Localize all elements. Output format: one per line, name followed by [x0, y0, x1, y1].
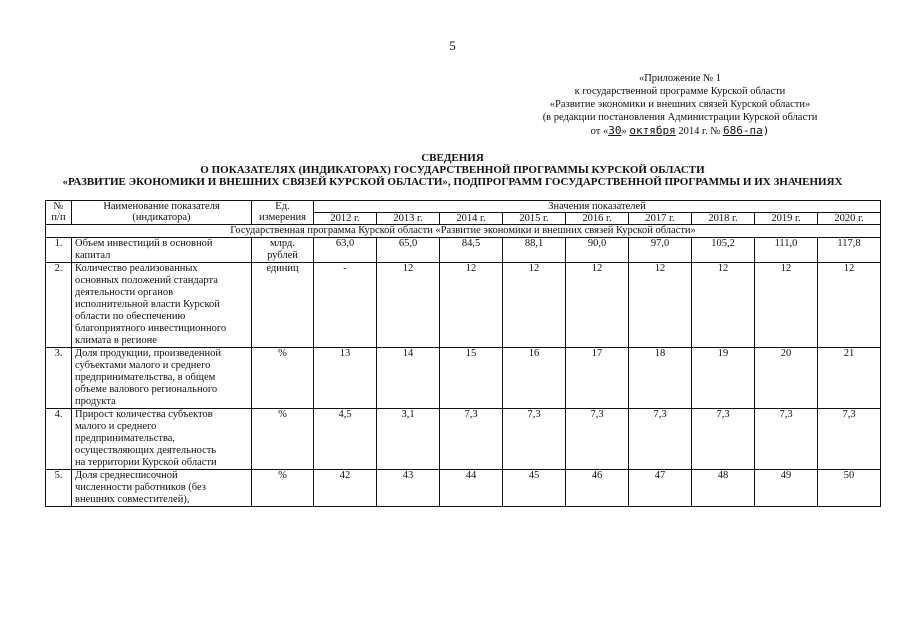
resolution-number: 686-па — [722, 124, 763, 137]
indicator-name — [72, 348, 252, 409]
annex-line-2: к государственной программе Курской области — [574, 86, 786, 97]
value-cell: 19 — [692, 348, 755, 409]
year-header: 2018 г. — [692, 213, 755, 225]
heading-line-1: СВЕДЕНИЯ — [421, 152, 484, 164]
indicator-name-line: численности работников (без — [75, 482, 206, 493]
indicator-name-line: осуществляющих деятельность — [75, 445, 217, 456]
indicator-name-line: Количество реализованных — [75, 263, 198, 274]
indicator-name-line: климата в регионе — [75, 335, 157, 346]
indicator-name-line: продукта — [75, 396, 116, 407]
unit-cell — [252, 470, 314, 507]
date-month: октября — [629, 124, 676, 137]
value-cell: 12 — [629, 263, 692, 348]
value-cell: 84,5 — [440, 238, 503, 263]
value-cell: 7,3 — [755, 409, 818, 470]
indicator-name-line: капитал — [75, 250, 111, 261]
row-number: 1. — [46, 238, 72, 263]
indicator-name — [72, 263, 252, 348]
table-body — [46, 225, 881, 507]
unit-cell — [252, 348, 314, 409]
indicator-name-line: внешних совместителей), — [75, 494, 190, 505]
value-cell: 12 — [440, 263, 503, 348]
value-cell: 7,3 — [503, 409, 566, 470]
value-cell: 48 — [692, 470, 755, 507]
annex-block — [520, 72, 840, 138]
value-cell: 7,3 — [629, 409, 692, 470]
value-cell: 47 — [629, 470, 692, 507]
row-number: 4. — [46, 409, 72, 470]
year-header: 2019 г. — [755, 213, 818, 225]
value-cell: 44 — [440, 470, 503, 507]
value-cell: 12 — [566, 263, 629, 348]
value-cell: 65,0 — [377, 238, 440, 263]
indicator-name-line: предпринимательства, — [75, 433, 176, 444]
unit-line: % — [278, 348, 287, 359]
date-close: ) — [762, 124, 770, 137]
date-prefix: от « — [590, 126, 609, 137]
table-row — [46, 238, 881, 263]
header-row-1 — [46, 201, 881, 213]
value-cell: 16 — [503, 348, 566, 409]
annex-line-1: «Приложение № 1 — [638, 73, 722, 84]
indicator-name-line: предпринимательства, в общем — [75, 372, 216, 383]
value-cell: 7,3 — [440, 409, 503, 470]
value-cell: 17 — [566, 348, 629, 409]
heading-line-3: «РАЗВИТИЕ ЭКОНОМИКИ И ВНЕШНИХ СВЯЗЕЙ КУРСКОЙ ОБЛАСТИ», ПОДПРОГРАММ ГОСУДАРСТВЕННОЙ ПРОГРАММЫ И ИХ ЗНАЧЕНИЯХ — [62, 176, 843, 188]
unit-cell — [252, 238, 314, 263]
indicator-name-line: малого и среднего — [75, 421, 157, 432]
value-cell: 45 — [503, 470, 566, 507]
col-unit-line-2: измерения — [259, 212, 306, 223]
col-name-line-1: Наименование показателя — [103, 201, 220, 212]
value-cell: 105,2 — [692, 238, 755, 263]
unit-line: % — [278, 470, 287, 481]
value-cell: 18 — [629, 348, 692, 409]
value-cell: 12 — [377, 263, 440, 348]
indicator-name-line: Доля среднесписочной — [75, 470, 178, 481]
value-cell: 111,0 — [755, 238, 818, 263]
value-cell: 12 — [818, 263, 881, 348]
value-cell: 13 — [314, 348, 377, 409]
value-cell: 12 — [692, 263, 755, 348]
col-unit-line-1: Ед. — [275, 201, 290, 212]
table-row — [46, 263, 881, 348]
value-cell: 46 — [566, 470, 629, 507]
year-header: 2020 г. — [818, 213, 881, 225]
date-day: 30 — [608, 124, 622, 137]
year-header: 2012 г. — [314, 213, 377, 225]
document-heading — [0, 152, 905, 188]
value-cell: 14 — [377, 348, 440, 409]
indicator-name-line: Объем инвестиций в основной — [75, 238, 213, 249]
date-mid: » — [621, 126, 627, 137]
unit-cell — [252, 409, 314, 470]
value-cell: 49 — [755, 470, 818, 507]
indicator-name — [72, 409, 252, 470]
col-values-header: Значения показателей — [314, 201, 881, 213]
col-name-line-2: (индикатора) — [132, 212, 191, 223]
value-cell: 12 — [503, 263, 566, 348]
value-cell: 50 — [818, 470, 881, 507]
unit-line: % — [278, 409, 287, 420]
indicator-name — [72, 238, 252, 263]
indicator-name-line: на территории Курской области — [75, 457, 217, 468]
value-cell: 3,1 — [377, 409, 440, 470]
value-cell: 7,3 — [692, 409, 755, 470]
table-row — [46, 409, 881, 470]
section-row — [46, 225, 881, 238]
annex-line-4: (в редакции постановления Администрации Курской области — [542, 112, 818, 123]
row-number: 5. — [46, 470, 72, 507]
year-header: 2013 г. — [377, 213, 440, 225]
value-cell: 90,0 — [566, 238, 629, 263]
indicator-name-line: исполнительной власти Курской — [75, 299, 220, 310]
value-cell: 97,0 — [629, 238, 692, 263]
row-number: 2. — [46, 263, 72, 348]
value-cell: - — [314, 263, 377, 348]
value-cell: 7,3 — [818, 409, 881, 470]
col-name-header — [72, 201, 252, 225]
value-cell: 7,3 — [566, 409, 629, 470]
value-cell: 21 — [818, 348, 881, 409]
indicator-name-line: объеме валового регионального — [75, 384, 218, 395]
col-num-header — [46, 201, 72, 225]
year-header: 2016 г. — [566, 213, 629, 225]
annex-date-line — [520, 124, 840, 138]
annex-line-3: «Развитие экономики и внешних связей Курской области» — [549, 99, 811, 110]
value-cell: 117,8 — [818, 238, 881, 263]
value-cell: 12 — [755, 263, 818, 348]
col-num-line-2: п/п — [51, 212, 66, 223]
value-cell: 63,0 — [314, 238, 377, 263]
indicator-name-line: Прирост количества субъектов — [75, 409, 213, 420]
page-number: 5 — [449, 38, 456, 53]
indicator-name — [72, 470, 252, 507]
unit-line: млрд. — [270, 238, 295, 249]
value-cell: 42 — [314, 470, 377, 507]
indicators-table — [45, 200, 881, 507]
indicator-name-line: области по обеспечению — [75, 311, 186, 322]
table-row — [46, 470, 881, 507]
indicator-name-line: благоприятного инвестиционного — [75, 323, 227, 334]
indicator-name-line: деятельности органов — [75, 287, 174, 298]
date-year: 2014 г. № — [678, 126, 721, 137]
year-header: 2017 г. — [629, 213, 692, 225]
unit-line: единиц — [266, 263, 299, 274]
value-cell: 4,5 — [314, 409, 377, 470]
col-num-line-1: № — [53, 201, 64, 212]
col-unit-header — [252, 201, 314, 225]
indicator-name-line: Доля продукции, произведенной — [75, 348, 222, 359]
year-header: 2015 г. — [503, 213, 566, 225]
value-cell: 15 — [440, 348, 503, 409]
value-cell: 43 — [377, 470, 440, 507]
section-title: Государственная программа Курской области «Развитие экономики и внешних связей Курской области» — [46, 225, 881, 238]
value-cell: 20 — [755, 348, 818, 409]
indicator-name-line: основных положений стандарта — [75, 275, 218, 286]
table-row — [46, 348, 881, 409]
indicator-name-line: субъектами малого и среднего — [75, 360, 211, 371]
unit-cell — [252, 263, 314, 348]
unit-line: рублей — [267, 250, 298, 261]
value-cell: 88,1 — [503, 238, 566, 263]
heading-line-2: О ПОКАЗАТЕЛЯХ (ИНДИКАТОРАХ) ГОСУДАРСТВЕННОЙ ПРОГРАММЫ КУРСКОЙ ОБЛАСТИ — [200, 164, 705, 176]
year-header: 2014 г. — [440, 213, 503, 225]
row-number: 3. — [46, 348, 72, 409]
